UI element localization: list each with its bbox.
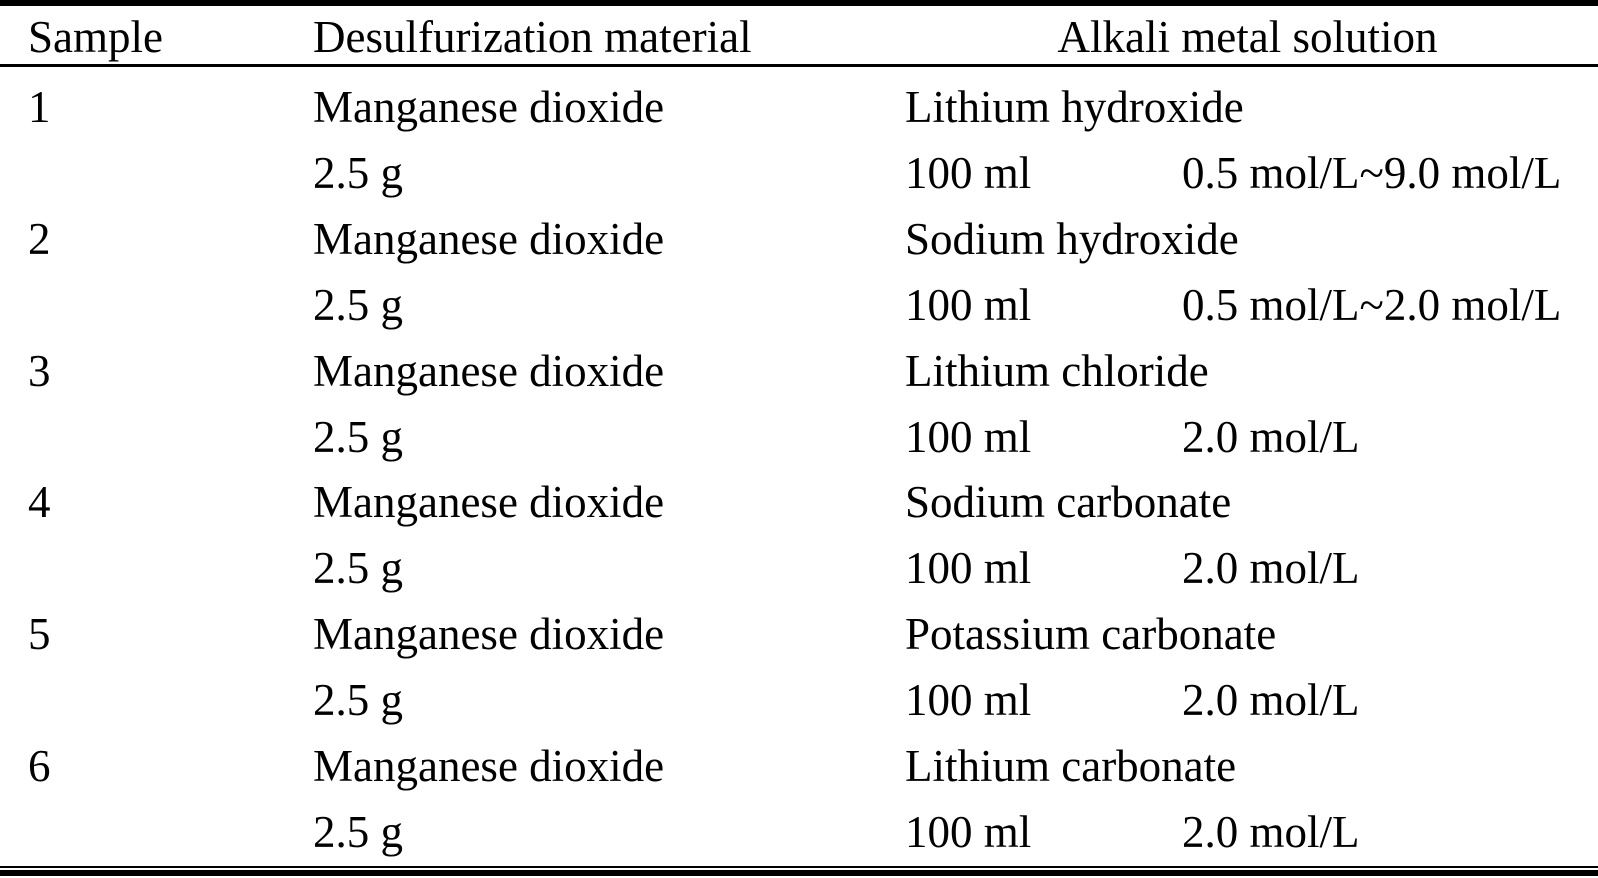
material-amount: 2.5 g <box>313 279 403 330</box>
column-header-sample: Sample <box>28 12 163 62</box>
sample-number: 5 <box>28 609 51 660</box>
table-row <box>0 471 1598 537</box>
table-header-row <box>0 6 1598 64</box>
sample-number: 2 <box>28 213 51 264</box>
solution-name: Sodium hydroxide <box>905 213 1239 264</box>
table-row <box>0 75 1598 141</box>
solution-name: Lithium hydroxide <box>905 81 1244 132</box>
solution-volume: 100 ml <box>905 411 1032 462</box>
solution-concentration: 0.5 mol/L~2.0 mol/L <box>1182 279 1562 330</box>
material-amount: 2.5 g <box>313 411 403 462</box>
material-amount: 2.5 g <box>313 807 403 858</box>
material-amount: 2.5 g <box>313 543 403 594</box>
solution-volume: 100 ml <box>905 147 1032 198</box>
table-row-details <box>0 405 1598 471</box>
material-name: Manganese dioxide <box>313 345 665 396</box>
table-body <box>0 64 1598 866</box>
table-row-details <box>0 800 1598 866</box>
solution-name: Lithium carbonate <box>905 741 1237 792</box>
solution-volume: 100 ml <box>905 543 1032 594</box>
table-row <box>0 602 1598 668</box>
solution-name: Sodium carbonate <box>905 477 1232 528</box>
solution-volume: 100 ml <box>905 807 1032 858</box>
solution-concentration: 2.0 mol/L <box>1182 675 1360 726</box>
solution-volume: 100 ml <box>905 675 1032 726</box>
table-bottom-rule-thin <box>0 866 1598 868</box>
table-row <box>0 207 1598 273</box>
sample-number: 1 <box>28 81 51 132</box>
material-amount: 2.5 g <box>313 675 403 726</box>
sample-number: 3 <box>28 345 51 396</box>
material-name: Manganese dioxide <box>313 609 665 660</box>
solution-volume: 100 ml <box>905 279 1032 330</box>
material-name: Manganese dioxide <box>313 477 665 528</box>
material-amount: 2.5 g <box>313 147 403 198</box>
solution-name: Lithium chloride <box>905 345 1209 396</box>
solution-concentration: 2.0 mol/L <box>1182 807 1360 858</box>
table-row-details <box>0 273 1598 339</box>
table-row <box>0 734 1598 800</box>
table-row-details <box>0 141 1598 207</box>
material-name: Manganese dioxide <box>313 741 665 792</box>
column-header-material: Desulfurization material <box>313 12 752 62</box>
table-row-details <box>0 536 1598 602</box>
table-row <box>0 339 1598 405</box>
solution-concentration: 2.0 mol/L <box>1182 543 1360 594</box>
material-name: Manganese dioxide <box>313 81 665 132</box>
solution-concentration: 2.0 mol/L <box>1182 411 1360 462</box>
column-header-solution: Alkali metal solution <box>1057 12 1438 62</box>
sample-number: 6 <box>28 741 51 792</box>
solution-concentration: 0.5 mol/L~9.0 mol/L <box>1182 147 1562 198</box>
material-name: Manganese dioxide <box>313 213 665 264</box>
table-bottom-rule-thick <box>0 870 1598 876</box>
sample-number: 4 <box>28 477 51 528</box>
table-row-details <box>0 668 1598 734</box>
solution-name: Potassium carbonate <box>905 609 1277 660</box>
